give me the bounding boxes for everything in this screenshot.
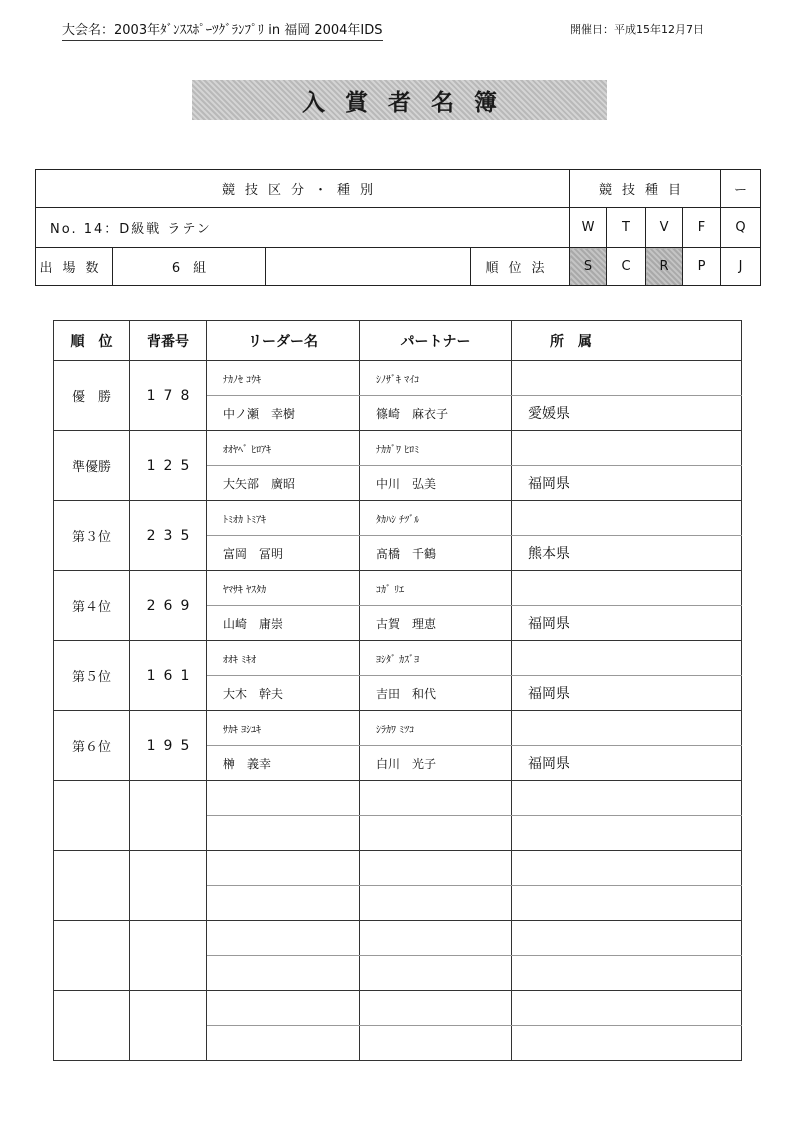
page-title: 入賞者名簿 bbox=[302, 89, 517, 116]
leader-cell: 山崎 庸崇 bbox=[207, 606, 360, 641]
partner-cell bbox=[360, 956, 512, 991]
date-value: 平成15年12月7日 bbox=[614, 23, 704, 36]
leader-kana-cell: ﾄﾐｵｶ ﾄﾐｱｷ bbox=[207, 501, 360, 536]
leader-cell bbox=[207, 956, 360, 991]
dance-w: W bbox=[570, 208, 607, 248]
affiliation-header: 所 属 bbox=[512, 321, 742, 361]
number-cell bbox=[130, 781, 207, 851]
table-row bbox=[54, 991, 742, 1026]
affiliation-blank-cell bbox=[512, 851, 742, 886]
table-row bbox=[54, 361, 742, 396]
rank-cell bbox=[54, 781, 130, 851]
number-cell bbox=[130, 991, 207, 1061]
number-cell bbox=[130, 851, 207, 921]
leader-kana-cell bbox=[207, 781, 360, 816]
results-body bbox=[54, 361, 742, 1061]
blank-cell bbox=[266, 248, 471, 286]
partner-kana-cell: ﾀｶﾊｼ ﾁﾂﾞﾙ bbox=[360, 501, 512, 536]
partner-cell: 古賀 理恵 bbox=[360, 606, 512, 641]
partner-cell: 髙橋 千鶴 bbox=[360, 536, 512, 571]
leader-cell: 榊 義幸 bbox=[207, 746, 360, 781]
leader-kana-cell: ｻｶｷ ﾖｼﾕｷ bbox=[207, 711, 360, 746]
event-name bbox=[62, 19, 383, 41]
event-label: 大会名： bbox=[62, 23, 115, 38]
partner-cell: 吉田 和代 bbox=[360, 676, 512, 711]
leader-kana-cell bbox=[207, 921, 360, 956]
partner-header: パートナー bbox=[360, 321, 512, 361]
partner-cell: 中川 弘美 bbox=[360, 466, 512, 501]
leader-cell bbox=[207, 886, 360, 921]
partner-kana-cell: ﾖｼﾀﾞ ｶｽﾞﾖ bbox=[360, 641, 512, 676]
table-row bbox=[54, 781, 742, 816]
affiliation-cell: 愛媛県 bbox=[512, 396, 742, 431]
leader-cell: 富岡 冨明 bbox=[207, 536, 360, 571]
affiliation-blank-cell bbox=[512, 571, 742, 606]
affiliation-cell: 福岡県 bbox=[512, 606, 742, 641]
number-cell: 269 bbox=[130, 571, 207, 641]
entries-label: 出場数 bbox=[36, 248, 113, 286]
affiliation-cell: 福岡県 bbox=[512, 466, 742, 501]
entries-value: 6 組 bbox=[113, 248, 266, 286]
dance-c: C bbox=[607, 248, 646, 286]
leader-cell: 大矢部 廣昭 bbox=[207, 466, 360, 501]
affiliation-cell bbox=[512, 956, 742, 991]
affiliation-blank-cell bbox=[512, 361, 742, 396]
table-row bbox=[54, 501, 742, 536]
number-header: 背番号 bbox=[130, 321, 207, 361]
affiliation-blank-cell bbox=[512, 991, 742, 1026]
dance-p: P bbox=[683, 248, 721, 286]
affiliation-blank-cell bbox=[512, 711, 742, 746]
affiliation-cell: 熊本県 bbox=[512, 536, 742, 571]
table-row bbox=[54, 641, 742, 676]
affiliation-cell bbox=[512, 886, 742, 921]
rank-cell: 準優勝 bbox=[54, 431, 130, 501]
leader-cell: 中ノ瀬 幸樹 bbox=[207, 396, 360, 431]
dance-j: J bbox=[721, 248, 761, 286]
table-row bbox=[54, 921, 742, 956]
rank-cell: 第５位 bbox=[54, 641, 130, 711]
leader-kana-cell: ｵｵﾔﾍﾞ ﾋﾛｱｷ bbox=[207, 431, 360, 466]
partner-kana-cell bbox=[360, 781, 512, 816]
leader-cell bbox=[207, 1026, 360, 1061]
dance-s: S bbox=[570, 248, 607, 286]
dance-q: Q bbox=[721, 208, 761, 248]
event-name-value: 2003年ﾀﾞﾝｽｽﾎﾟｰﾂｸﾞﾗﾝﾌﾟﾘ in 福岡 2004年IDS bbox=[114, 23, 383, 38]
number-cell bbox=[130, 921, 207, 991]
event-date bbox=[570, 21, 704, 37]
leader-header: リーダー名 bbox=[207, 321, 360, 361]
leader-kana-cell bbox=[207, 851, 360, 886]
leader-kana-cell: ﾅｶﾉｾ ｺｳｷ bbox=[207, 361, 360, 396]
partner-kana-cell: ｼﾗｶﾜ ﾐﾂｺ bbox=[360, 711, 512, 746]
dance-r: R bbox=[646, 248, 683, 286]
partner-cell bbox=[360, 886, 512, 921]
affiliation-blank-cell bbox=[512, 781, 742, 816]
partner-kana-cell: ｺｶﾞ ﾘｴ bbox=[360, 571, 512, 606]
rank-cell: 第６位 bbox=[54, 711, 130, 781]
table-row bbox=[54, 851, 742, 886]
dance-f: F bbox=[683, 208, 721, 248]
class-title: No. 14：D級戦 ラテン bbox=[36, 208, 570, 248]
rank-cell bbox=[54, 851, 130, 921]
affiliation-cell bbox=[512, 1026, 742, 1061]
partner-kana-cell bbox=[360, 851, 512, 886]
rank-cell: 優 勝 bbox=[54, 361, 130, 431]
leader-kana-cell: ｵｵｷ ﾐｷｵ bbox=[207, 641, 360, 676]
category-header: 競技区分・種別 bbox=[36, 170, 570, 208]
partner-kana-cell bbox=[360, 991, 512, 1026]
title-banner bbox=[192, 80, 607, 120]
affiliation-blank-cell bbox=[512, 641, 742, 676]
ranking-method-label: 順位法 bbox=[471, 248, 570, 286]
dash-cell: ー bbox=[721, 170, 761, 208]
partner-cell: 白川 光子 bbox=[360, 746, 512, 781]
date-label: 開催日： bbox=[570, 23, 614, 36]
affiliation-blank-cell bbox=[512, 921, 742, 956]
leader-cell bbox=[207, 816, 360, 851]
partner-cell: 篠崎 麻衣子 bbox=[360, 396, 512, 431]
results-table bbox=[53, 320, 742, 1061]
partner-cell bbox=[360, 1026, 512, 1061]
rank-header: 順 位 bbox=[54, 321, 130, 361]
leader-kana-cell bbox=[207, 991, 360, 1026]
number-cell: 161 bbox=[130, 641, 207, 711]
affiliation-cell bbox=[512, 816, 742, 851]
affiliation-cell: 福岡県 bbox=[512, 746, 742, 781]
affiliation-cell: 福岡県 bbox=[512, 676, 742, 711]
affiliation-blank-cell bbox=[512, 501, 742, 536]
leader-cell: 大木 幹夫 bbox=[207, 676, 360, 711]
table-row bbox=[54, 711, 742, 746]
partner-kana-cell: ｼﾉｻﾞｷ ﾏｲｺ bbox=[360, 361, 512, 396]
rank-cell bbox=[54, 921, 130, 991]
rank-cell: 第３位 bbox=[54, 501, 130, 571]
table-row bbox=[54, 571, 742, 606]
dance-v: V bbox=[646, 208, 683, 248]
number-cell: 125 bbox=[130, 431, 207, 501]
event-types-header: 競技種目 bbox=[570, 170, 721, 208]
partner-cell bbox=[360, 816, 512, 851]
competition-info-table bbox=[35, 169, 761, 286]
number-cell: 235 bbox=[130, 501, 207, 571]
number-cell: 178 bbox=[130, 361, 207, 431]
leader-kana-cell: ﾔﾏｻｷ ﾔｽﾀｶ bbox=[207, 571, 360, 606]
dance-t: T bbox=[607, 208, 646, 248]
table-row bbox=[54, 431, 742, 466]
affiliation-blank-cell bbox=[512, 431, 742, 466]
rank-cell: 第４位 bbox=[54, 571, 130, 641]
partner-kana-cell bbox=[360, 921, 512, 956]
number-cell: 195 bbox=[130, 711, 207, 781]
partner-kana-cell: ﾅｶｶﾞﾜ ﾋﾛﾐ bbox=[360, 431, 512, 466]
rank-cell bbox=[54, 991, 130, 1061]
